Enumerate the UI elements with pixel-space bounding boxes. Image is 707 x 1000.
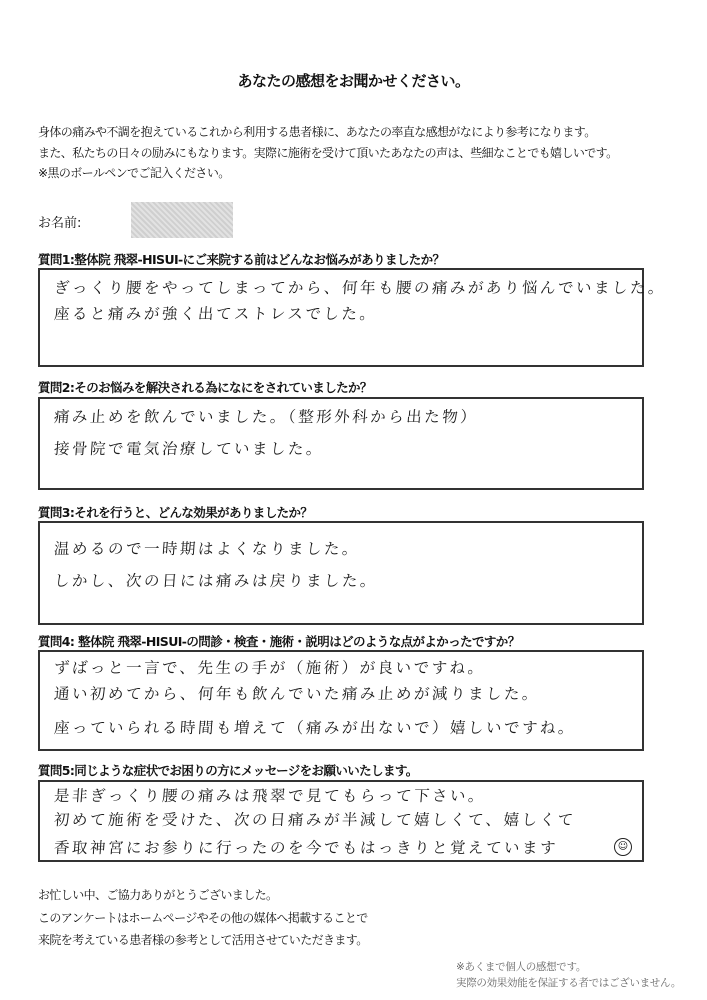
intro-line: 身体の痛みや不調を抱えているこれから利用する患者様に、あなたの率直な感想がなにより参考になります。 — [38, 125, 596, 139]
intro-text — [38, 122, 618, 184]
closing-line: お忙しい中、ご協力ありがとうございました。 — [38, 888, 278, 902]
answer-line: しかし、次の日には痛みは戻りました。 — [53, 572, 379, 590]
question-4-answer-box — [38, 650, 644, 751]
intro-line: また、私たちの日々の励みにもなります。実際に施術を受けて頂いたあなたの声は、些細なことでも嬉しいです。 — [38, 145, 618, 160]
question-1-answer-box — [38, 268, 667, 367]
page-title: あなたの感想をお聞かせください。 — [237, 72, 470, 90]
closing-line: 来院を考えている患者様の参考として活用させていただきます。 — [38, 933, 368, 947]
answer-line: 座っていられる時間も増えて（痛みが出ないで）嬉しいですね。 — [53, 719, 577, 737]
disclaimer-line: ※あくまで個人の感想です。 — [456, 961, 587, 973]
answer-line: 香取神宮にお参りに行ったのを今でもはっきりと覚えています — [53, 839, 559, 857]
answer-line: 座ると痛みが強く出てストレスでした。 — [53, 305, 379, 323]
disclaimer — [456, 960, 681, 991]
question-3-answer-box — [38, 521, 644, 625]
question-2-answer-box — [38, 397, 644, 490]
smiley-icon: ☺ — [614, 838, 632, 856]
answer-line: ずばっと一言で、先生の手が（施術）が良いですね。 — [53, 659, 487, 677]
closing-line: このアンケートはホームページやその他の媒体へ掲載することで — [38, 910, 368, 925]
answer-line: 痛み止めを飲んでいました。（整形外科から出た物） — [53, 408, 479, 426]
name-redacted-value — [131, 202, 233, 238]
disclaimer-line: 実際の効果効能を保証する者ではございません。 — [456, 976, 682, 989]
answer-line: 接骨院で電気治療していました。 — [53, 440, 325, 458]
intro-line: ※黒のボールペンでご記入ください。 — [38, 166, 230, 180]
answer-line: 温めるので一時期はよくなりました。 — [53, 540, 361, 558]
answer-line: 初めて施術を受けた、次の日痛みが半減して嬉しくて、嬉しくて — [53, 811, 577, 829]
question-5-label: 質問5:同じような症状でお困りの方にメッセージをお願いいたします。 — [38, 763, 418, 778]
question-1-label: 質問1:整体院 飛翠-HISUI-にご来院する前はどんなお悩みがありましたか？ — [38, 252, 445, 267]
name-label: お名前: — [38, 216, 82, 231]
closing-text — [38, 884, 368, 952]
question-4-label: 質問4: 整体院 飛翠-HISUI-の問診・検査・施術・説明はどのような点がよかったですか？ — [38, 634, 520, 649]
question-2-label: 質問2:そのお悩みを解決される為になにをされていましたか？ — [38, 380, 372, 395]
question-3-label: 質問3:それを行うと、どんな効果がありましたか？ — [38, 505, 313, 520]
question-5-answer-box — [38, 780, 644, 862]
answer-line: 是非ぎっくり腰の痛みは飛翠で見てもらって下さい。 — [53, 787, 487, 805]
answer-line: 通い初めてから、何年も飲んでいた痛み止めが減りました。 — [53, 685, 541, 703]
answer-line: ぎっくり腰をやってしまってから、何年も腰の痛みがあり悩んでいました。 — [53, 279, 667, 297]
